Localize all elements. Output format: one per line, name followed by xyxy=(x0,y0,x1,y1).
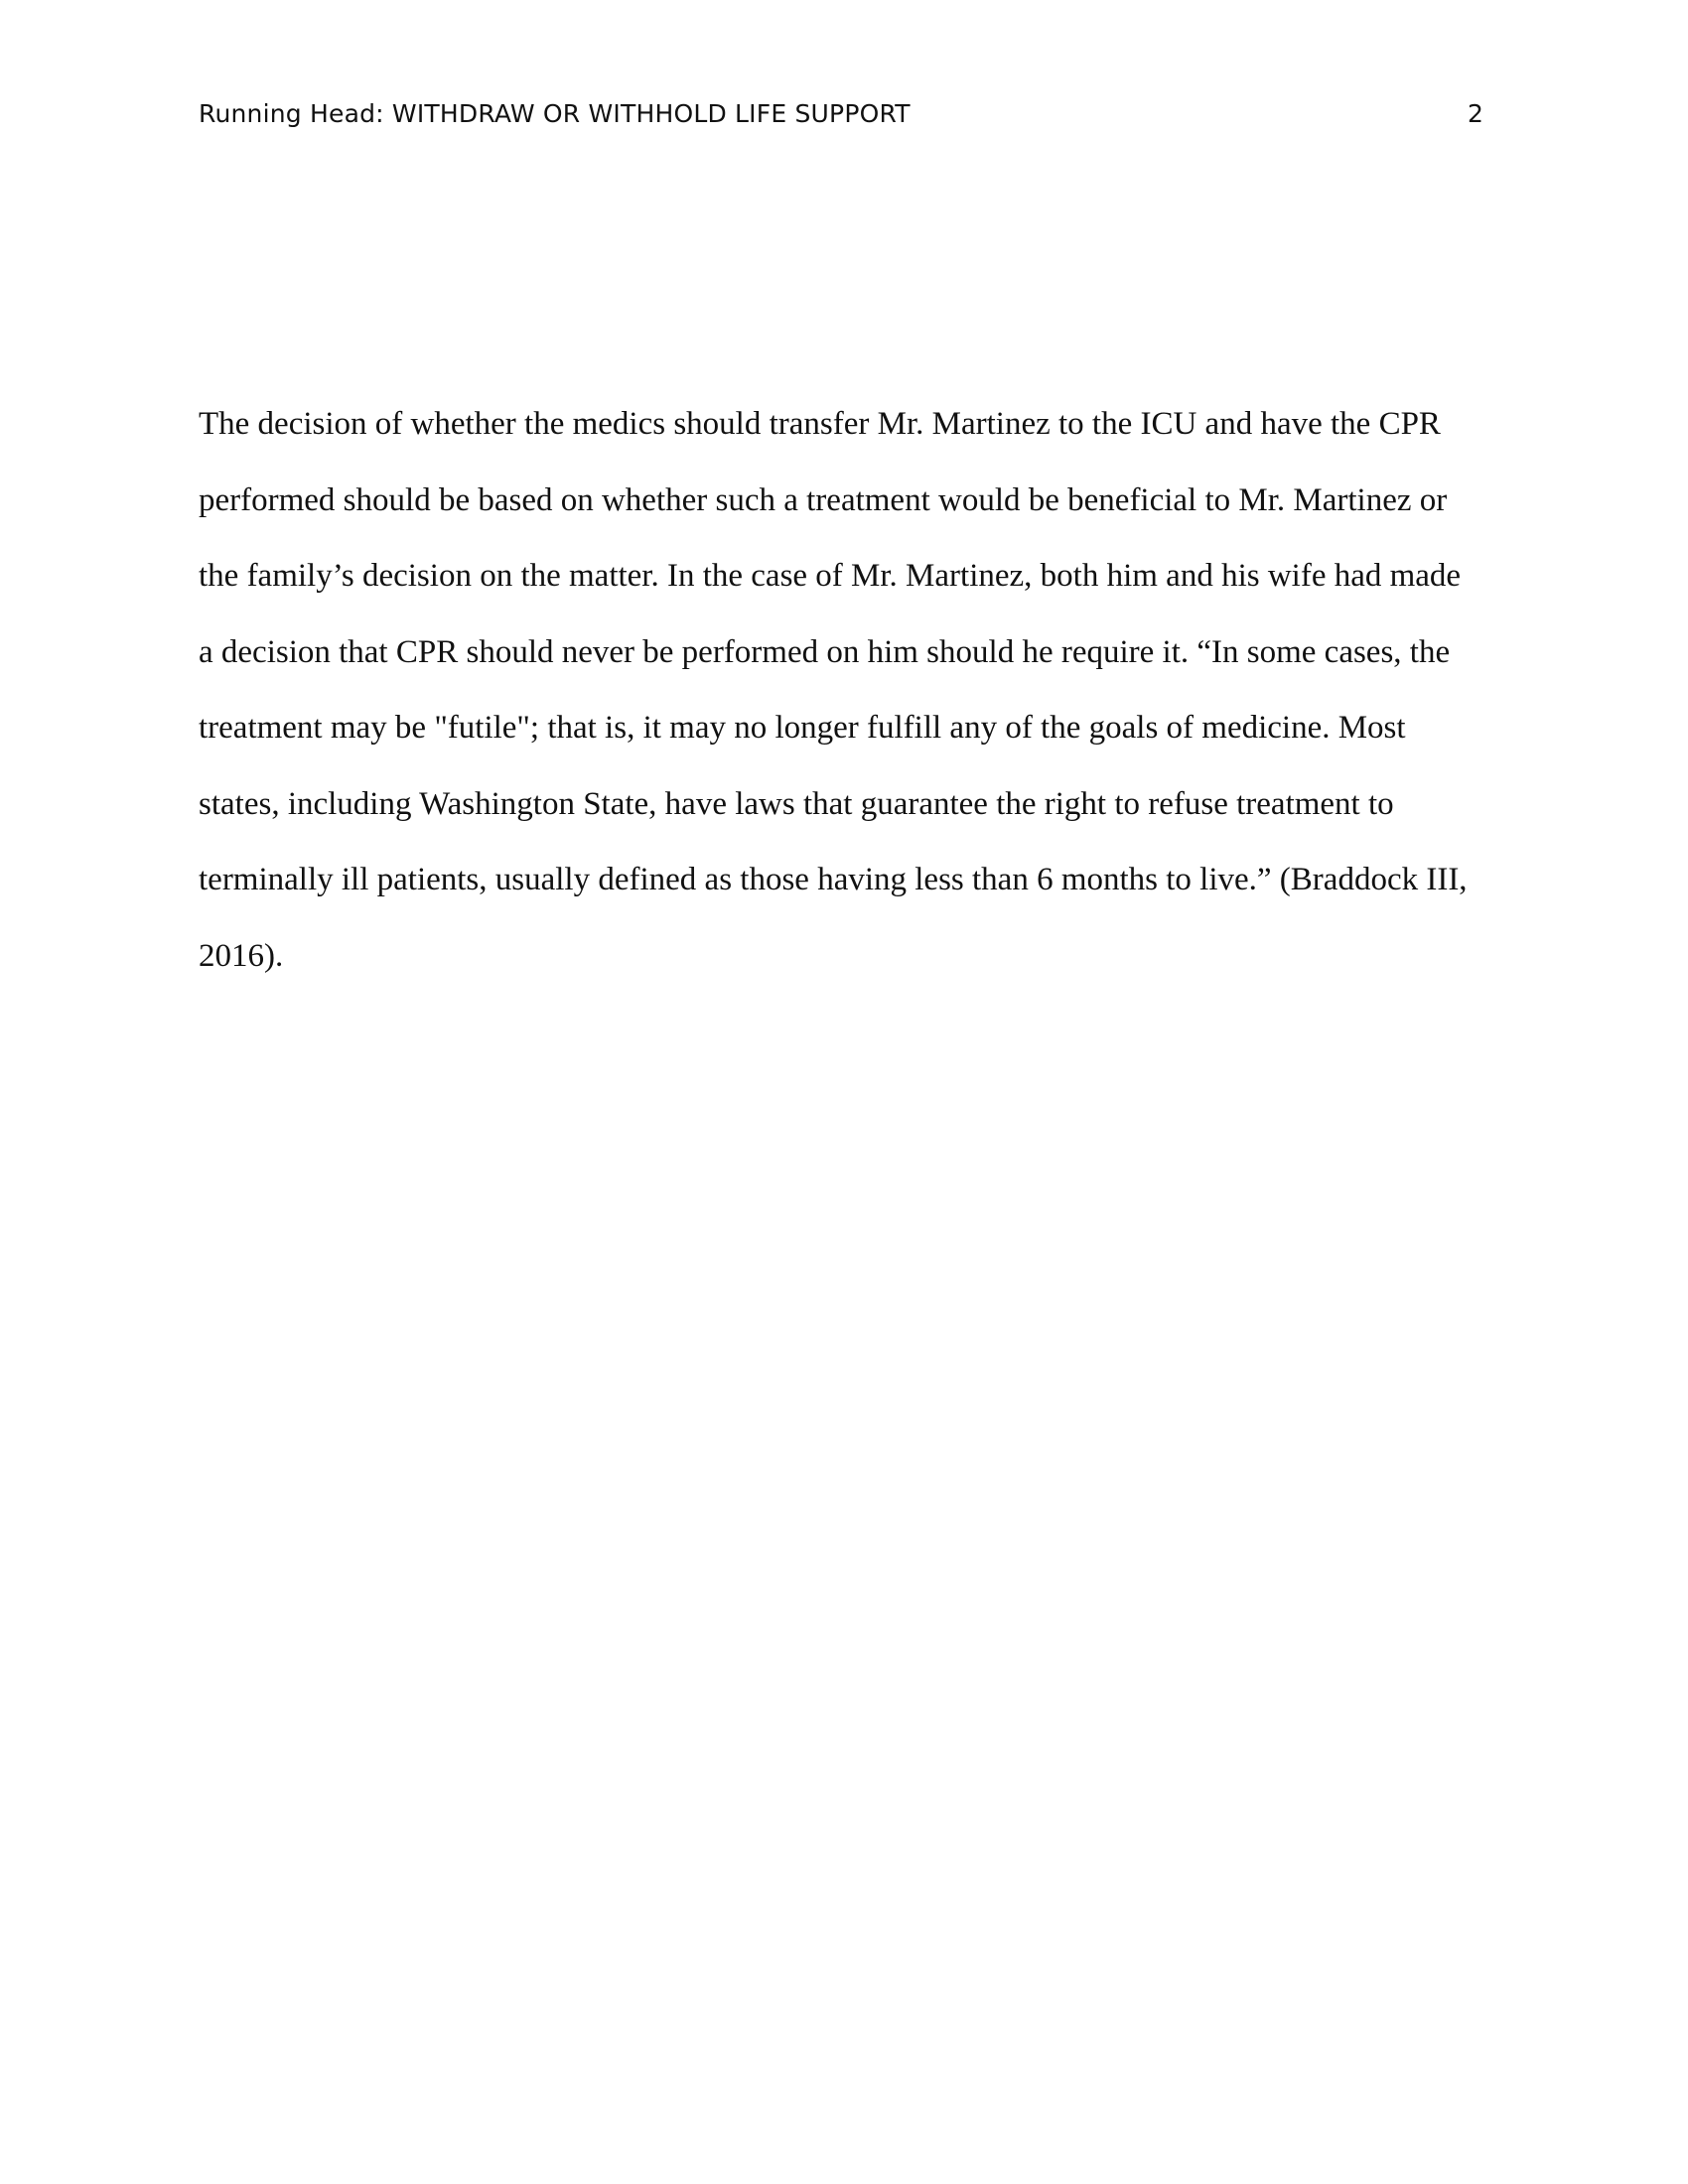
page-number: 2 xyxy=(1468,99,1483,128)
paragraph-line: treatment may be "futile"; that is, it may no longer fulfill any of the goals of medicine. Most xyxy=(199,710,1406,746)
paragraph-line: performed should be based on whether such a treatment would be beneficial to Mr. Martinez or xyxy=(199,481,1448,518)
paragraph-line: 2016). xyxy=(199,937,284,974)
running-head: Running Head: WITHDRAW OR WITHHOLD LIFE SUPPORT xyxy=(199,99,911,128)
paragraph-line: a decision that CPR should never be performed on him should he require it. “In some cases, the xyxy=(199,633,1451,670)
paragraph-line: terminally ill patients, usually defined as those having less than 6 months to live.” (Braddock III, xyxy=(199,862,1468,897)
paragraph-line: states, including Washington State, have laws that guarantee the right to refuse treatment to xyxy=(199,785,1394,822)
paragraph-line: the family’s decision on the matter. In the case of Mr. Martinez, both him and his wife had made xyxy=(199,558,1462,594)
body-paragraph xyxy=(199,395,1489,1003)
paragraph-line: The decision of whether the medics should transfer Mr. Martinez to the ICU and have the CPR xyxy=(199,406,1441,442)
